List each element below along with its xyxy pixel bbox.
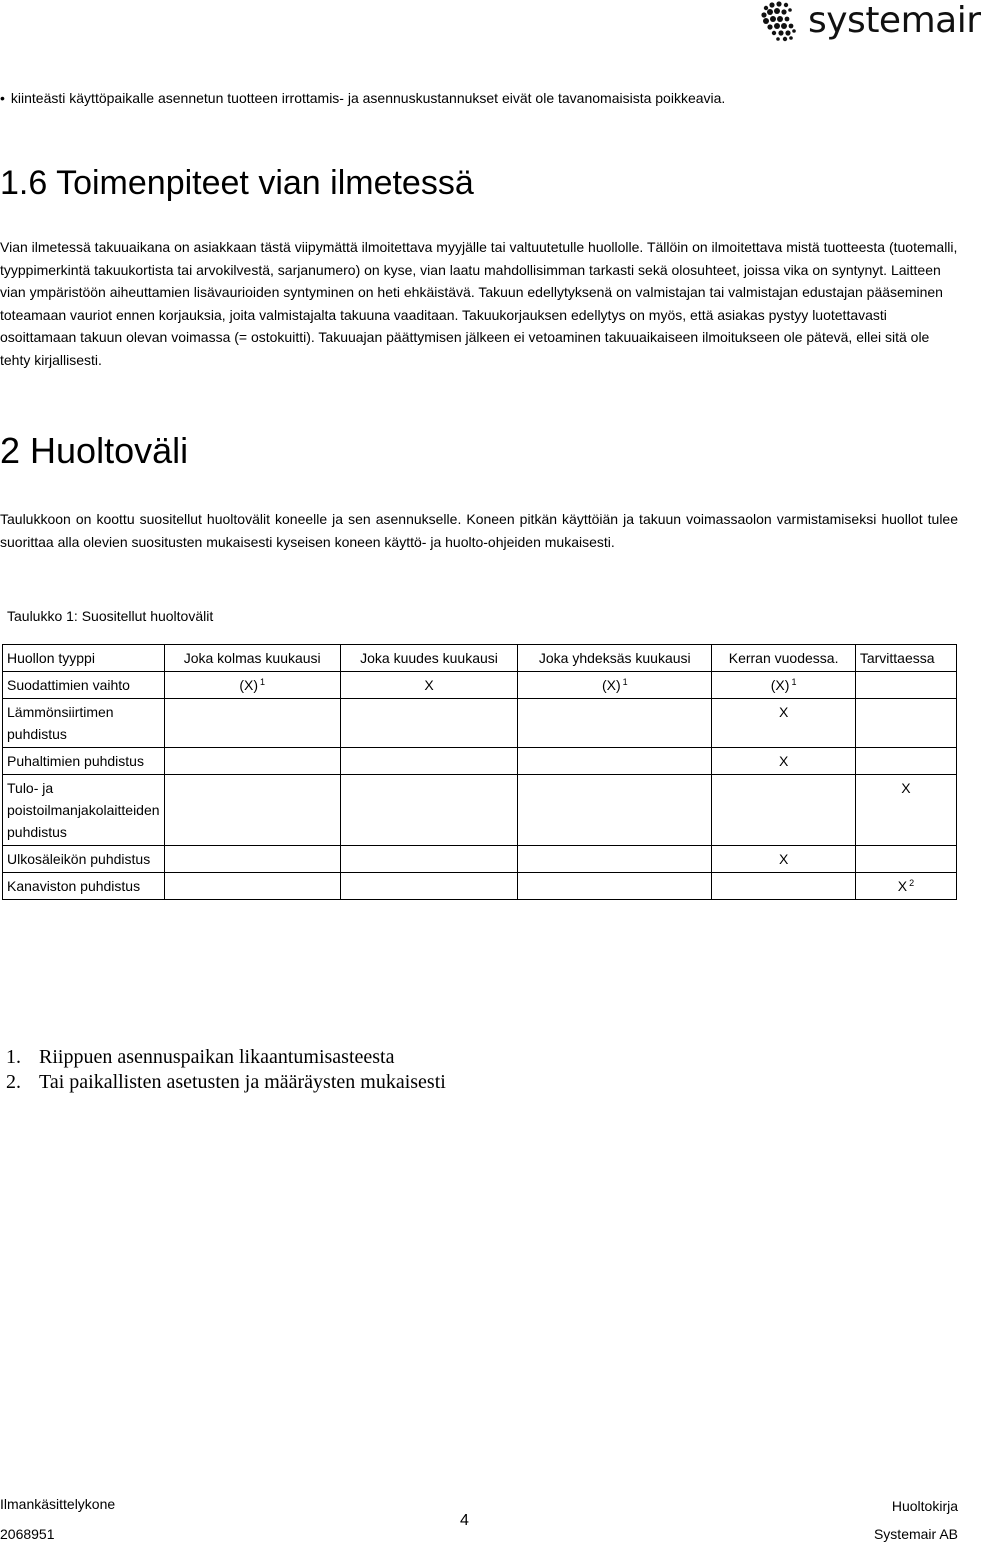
interval-mark-cell — [855, 699, 956, 748]
service-type-cell: Kanaviston puhdistus — [3, 873, 165, 900]
footnote-number: 1. — [6, 1046, 21, 1068]
service-interval-table — [2, 644, 957, 900]
column-header: Joka kolmas kuukausi — [164, 645, 340, 672]
footer-doc-number: 2068951 — [0, 1526, 55, 1542]
footnote-ref: 1 — [260, 677, 266, 687]
systemair-logo-mark — [760, 0, 806, 44]
interval-mark-cell — [164, 846, 340, 873]
interval-mark-cell — [518, 846, 712, 873]
service-type-cell: Suodattimien vaihto — [3, 672, 165, 699]
footnotes — [6, 1045, 446, 1095]
interval-mark-cell — [340, 846, 517, 873]
interval-mark: (X) — [601, 677, 621, 693]
interval-mark-cell — [164, 699, 340, 748]
interval-mark-cell — [855, 672, 956, 699]
brand-name: systemair — [808, 0, 981, 41]
interval-mark-cell — [855, 775, 956, 846]
table-row — [3, 873, 957, 900]
column-header: Huollon tyyppi — [3, 645, 165, 672]
interval-mark-cell — [518, 672, 712, 699]
interval-mark-cell — [518, 775, 712, 846]
interval-mark-cell — [340, 699, 517, 748]
footnote-ref: 2 — [909, 878, 915, 888]
interval-mark-cell — [855, 873, 956, 900]
footnote-item — [6, 1045, 446, 1070]
bullet-dot-icon: • — [0, 90, 5, 106]
interval-mark: X — [424, 677, 434, 693]
column-header: Kerran vuodessa. — [712, 645, 855, 672]
service-type-cell: Ulkosäleikön puhdistus — [3, 846, 165, 873]
interval-mark: X — [778, 851, 789, 867]
interval-mark-cell — [712, 672, 855, 699]
table-header-row — [3, 645, 957, 672]
footer-company: Systemair AB — [873, 1526, 958, 1542]
table-row — [3, 775, 957, 846]
page-number: 4 — [460, 1512, 469, 1529]
interval-mark-cell — [340, 775, 517, 846]
column-header: Tarvittaessa — [855, 645, 956, 672]
interval-mark-cell — [340, 873, 517, 900]
interval-mark-cell — [712, 873, 855, 900]
table-caption: Taulukko 1: Suositellut huoltovälit — [7, 608, 214, 624]
interval-mark-cell — [712, 846, 855, 873]
interval-mark-cell — [164, 873, 340, 900]
footnote-ref: 1 — [791, 677, 797, 687]
interval-mark-cell — [340, 748, 517, 775]
footnote-ref: 1 — [622, 677, 628, 687]
table-row — [3, 846, 957, 873]
footnote-item — [6, 1070, 446, 1095]
interval-mark-cell — [518, 873, 712, 900]
interval-mark-cell — [518, 748, 712, 775]
section-2-paragraph: Taulukkoon on koottu suositellut huoltovälit koneelle ja sen asennukselle. Koneen pitkän käyttöiän ja takuun voimassaolon varmistamiseksi huollot tulee suorittaa alla olevien suositusten mukaisesti kyseisen koneen käyttö- ja huolto-ohjeiden mukaisesti. — [0, 511, 958, 550]
section-heading-1-6: 1.6 Toimenpiteet vian ilmetessä — [0, 164, 474, 202]
column-header: Joka kuudes kuukausi — [340, 645, 517, 672]
interval-mark: (X) — [770, 677, 790, 693]
interval-mark: X — [901, 780, 911, 796]
interval-mark-cell — [518, 699, 712, 748]
interval-mark-cell — [164, 748, 340, 775]
footer-manual-name: Huoltokirja — [891, 1498, 958, 1514]
systemair-logo — [760, 0, 981, 44]
interval-mark-cell — [712, 748, 855, 775]
interval-mark: (X) — [239, 677, 259, 693]
table-row — [3, 699, 957, 748]
column-header: Joka yhdeksäs kuukausi — [518, 645, 712, 672]
interval-mark-cell — [164, 672, 340, 699]
table-row — [3, 672, 957, 699]
interval-mark: X — [778, 704, 789, 720]
service-type-cell: Tulo- ja poistoilmanjakolaitteiden puhdistus — [3, 775, 165, 846]
interval-mark-cell — [855, 846, 956, 873]
section-1-6-paragraph: Vian ilmetessä takuuaikana on asiakkaan tästä viipymättä ilmoitettava myyjälle tai valtuutetulle huollolle. Tällöin on ilmoitettava mistä tuotteesta (tuotemalli, tyyppimerkintä takuukortista tai arvokilvestä, sarjanumero) on kyse, vian laatu mahdollisimman tarkasti sekä olosuhteet, joissa vika on syntynyt. Laitteen vian ympäristöön aiheuttamien lisävaurioiden syntyminen on heti ehkäistävä. Takuun edellytyksenä on valmistajan tai valmistajan edustajan pääseminen toteamaan vauriot ennen korjauksia, joita valmistajalta takuuna vaaditaan. Takuukorjauksen edellytys on myös, että asiakas pystyy luotettavasti osoittamaan takuun olevan voimassa (= ostokuitti). Takuuajan päättymisen jälkeen ei vetoaminen takuuaikaiseen ilmoitukseen ole pätevä, ellei sitä ole tehty kirjallisesti. — [0, 239, 958, 368]
interval-mark-cell — [164, 775, 340, 846]
section-heading-2: 2 Huoltoväli — [0, 430, 189, 471]
footnote-number: 2. — [6, 1071, 21, 1093]
interval-mark-cell — [712, 699, 855, 748]
footer-doc-type: Ilmankäsittelykone — [0, 1496, 116, 1512]
footnote-text: Tai paikallisten asetusten ja määräysten mukaisesti — [39, 1071, 446, 1093]
interval-mark: X — [778, 753, 789, 769]
service-type-cell: Lämmönsiirtimen puhdistus — [3, 699, 165, 748]
bullet-text: kiinteästi käyttöpaikalle asennetun tuotteen irrottamis- ja asennuskustannukset eivät ole tavanomaisista poikkeavia. — [10, 90, 726, 106]
interval-mark-cell — [855, 748, 956, 775]
bullet-item — [0, 90, 725, 106]
service-type-cell: Puhaltimien puhdistus — [3, 748, 165, 775]
interval-mark-cell — [340, 672, 517, 699]
interval-mark: X — [897, 878, 908, 894]
interval-mark-cell — [712, 775, 855, 846]
footnote-text: Riippuen asennuspaikan likaantumisasteesta — [39, 1046, 395, 1068]
table-row — [3, 748, 957, 775]
